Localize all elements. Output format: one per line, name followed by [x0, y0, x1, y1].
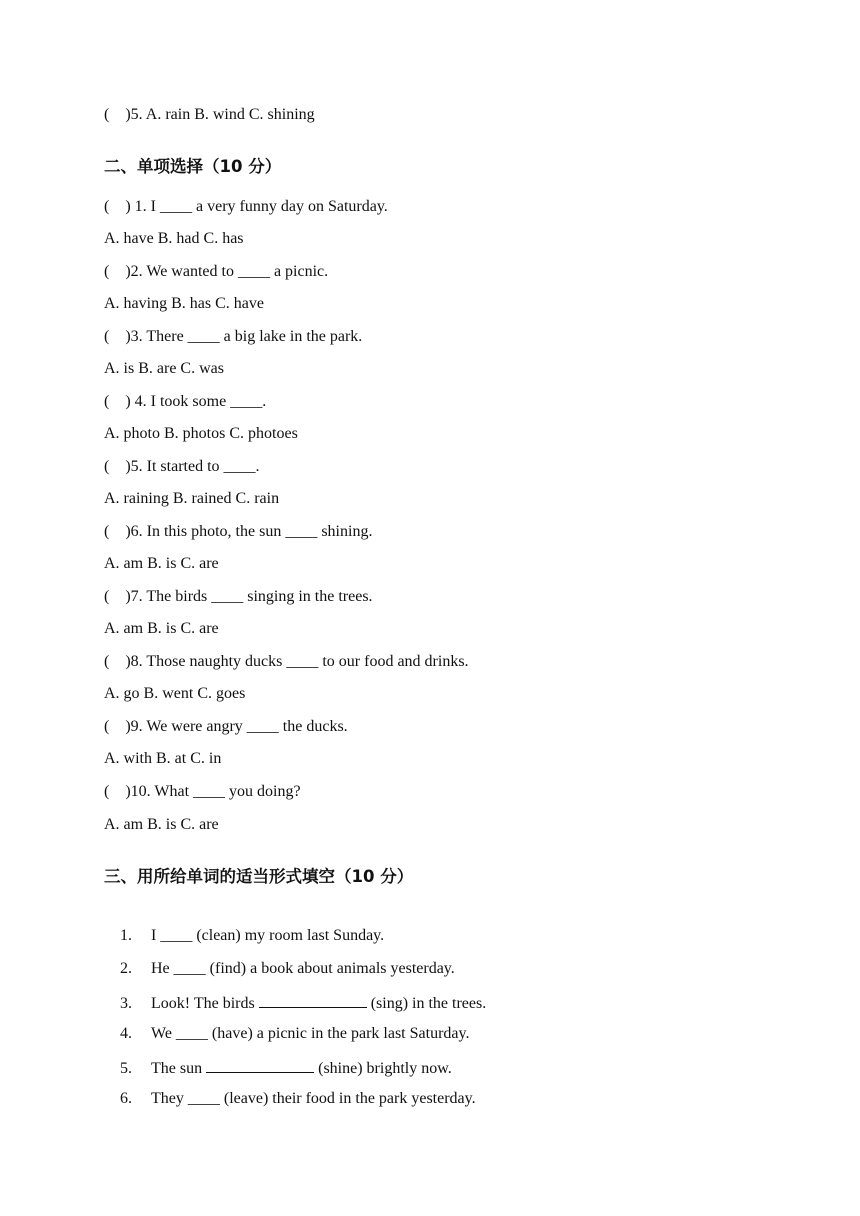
- options-line: A. go B. went C. goes: [104, 685, 246, 702]
- question-line: ( )7. The birds ____ singing in the trees.: [104, 588, 373, 605]
- question-line: ( )10. What ____ you doing?: [104, 783, 301, 800]
- section-title: 二、单项选择（10 分）: [104, 157, 282, 176]
- item-number: 6.: [120, 1090, 132, 1107]
- question-line: ( )5. A. rain B. wind C. shining: [104, 106, 315, 123]
- question-line: ( )8. Those naughty ducks ____ to our food and drinks.: [104, 653, 469, 670]
- item-number: 4.: [120, 1025, 132, 1042]
- item-text-after: (shine) brightly now.: [314, 1060, 452, 1077]
- item-text: He ____ (find) a book about animals yesterday.: [151, 960, 455, 977]
- options-line: A. am B. is C. are: [104, 620, 219, 637]
- item-text-before: The sun: [151, 1060, 207, 1077]
- item-number: 2.: [120, 960, 132, 977]
- item-text: We ____ (have) a picnic in the park last Saturday.: [151, 1025, 470, 1042]
- options-line: A. am B. is C. are: [104, 816, 219, 833]
- question-line: ( )5. It started to ____.: [104, 458, 260, 475]
- question-line: ( ) 4. I took some ____.: [104, 393, 267, 410]
- options-line: A. have B. had C. has: [104, 230, 244, 247]
- item-text: They ____ (leave) their food in the park yesterday.: [151, 1090, 476, 1107]
- question-line: ( )2. We wanted to ____ a picnic.: [104, 263, 329, 280]
- options-line: A. with B. at C. in: [104, 750, 222, 767]
- fill-item: [104, 1069, 476, 1129]
- question-line: ( ) 1. I ____ a very funny day on Saturday.: [104, 198, 388, 215]
- options-line: A. am B. is C. are: [104, 555, 219, 572]
- section-title: 三、用所给单词的适当形式填空（10 分）: [104, 867, 414, 886]
- options-line: A. is B. are C. was: [104, 360, 224, 377]
- options-line: A. raining B. rained C. rain: [104, 490, 280, 507]
- question-line: ( )6. In this photo, the sun ____ shining.: [104, 523, 373, 540]
- item-text: I ____ (clean) my room last Sunday.: [151, 927, 385, 944]
- item-number: 3.: [120, 995, 132, 1012]
- question-line: ( )9. We were angry ____ the ducks.: [104, 718, 348, 735]
- question-line: ( )3. There ____ a big lake in the park.: [104, 328, 363, 345]
- item-text-before: Look! The birds: [151, 995, 259, 1012]
- item-number: 5.: [120, 1060, 132, 1077]
- item-number: 1.: [120, 927, 132, 944]
- options-line: A. having B. has C. have: [104, 295, 264, 312]
- options-line: A. photo B. photos C. photoes: [104, 425, 298, 442]
- item-text-after: (sing) in the trees.: [366, 995, 487, 1012]
